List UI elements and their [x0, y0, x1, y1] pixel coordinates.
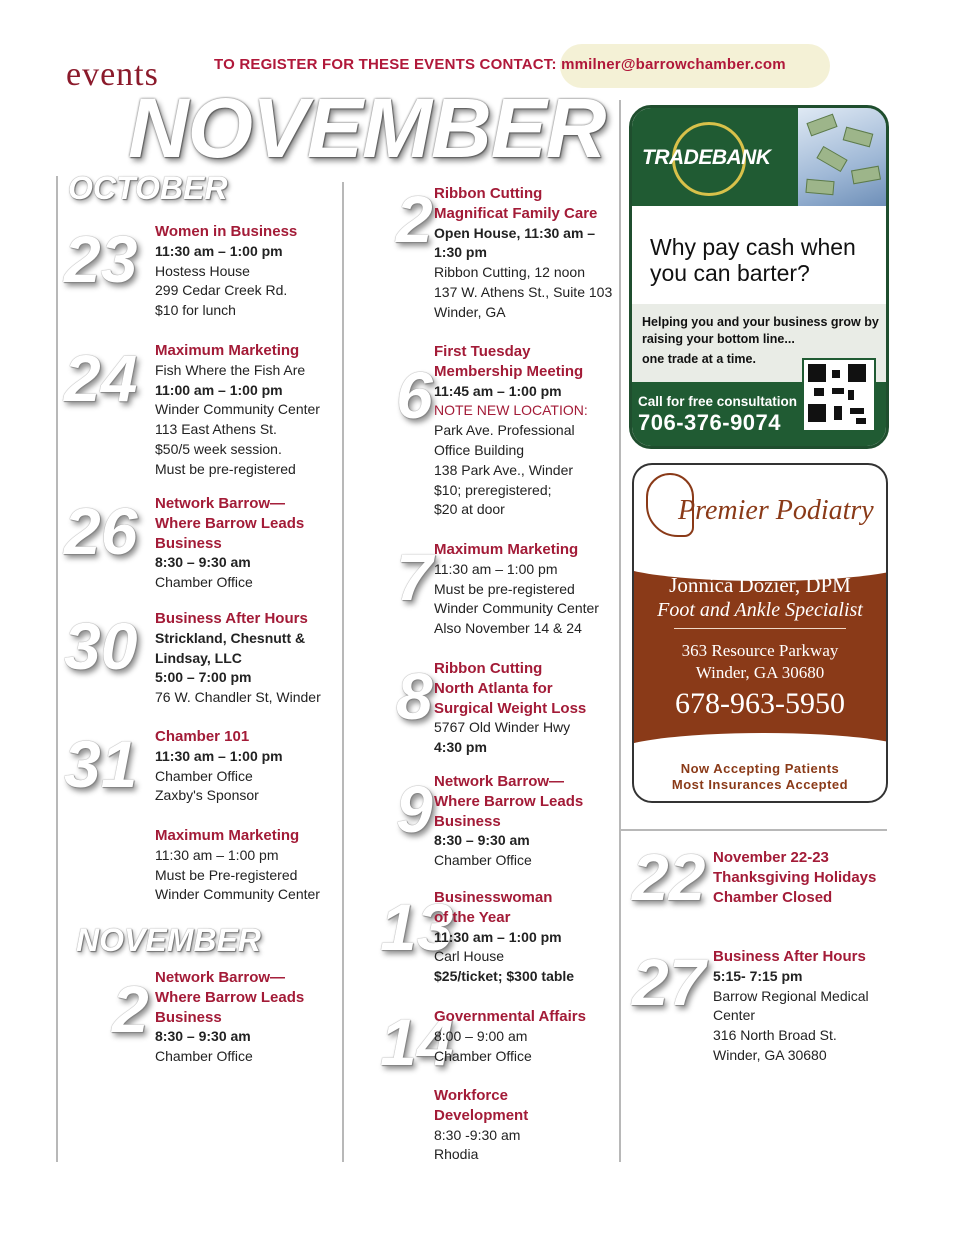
event-title: Ribbon Cutting Magnificat Family Care: [434, 185, 598, 222]
divider: [674, 628, 846, 629]
event-day-number: 26: [64, 494, 138, 568]
event-detail: Open House, 11:30 am –: [434, 224, 596, 241]
event-detail: Chamber Office: [155, 767, 253, 784]
event-item: [434, 772, 619, 871]
column-divider: [56, 176, 58, 1162]
event-day-number: 30: [64, 609, 138, 683]
ad-accepting: Now Accepting Patients: [680, 761, 840, 776]
event-item: [434, 659, 619, 758]
column-divider: [342, 182, 344, 1162]
event-detail: 11:30 am – 1:00 pm: [155, 846, 279, 863]
event-day-number: 7: [396, 540, 433, 614]
event-detail: Strickland, Chesnutt &: [155, 629, 306, 646]
ad-doctor-name: Jonnica Dozier, DPM: [669, 573, 851, 597]
event-day-number: 9: [396, 772, 433, 846]
event-detail: 316 North Broad St.: [713, 1027, 837, 1044]
event-detail: $50/5 week session.: [155, 440, 282, 457]
event-detail: 8:30 – 9:30 am: [434, 832, 530, 849]
event-detail: 8:30 – 9:30 am: [155, 554, 251, 571]
event-detail: 5:00 – 7:00 pm: [155, 669, 252, 686]
event-detail: 8:00 – 9:00 am: [434, 1027, 528, 1044]
event-item: [713, 848, 893, 907]
event-item: [434, 888, 619, 987]
event-title: Maximum Marketing: [155, 827, 300, 844]
event-detail: Must be pre-registered: [155, 460, 296, 477]
event-item: [155, 727, 340, 806]
event-day-number: 24: [64, 341, 138, 415]
event-detail: Fish Where the Fish Are: [155, 361, 306, 378]
event-detail: Lindsay, LLC: [155, 649, 242, 666]
event-title: Network Barrow— Where Barrow Leads Business: [434, 773, 584, 830]
ad-specialty: Foot and Ankle Specialist: [657, 599, 863, 621]
event-title: Maximum Marketing: [155, 342, 300, 359]
event-detail: Chamber Office: [434, 1047, 532, 1064]
event-detail: Winder, GA: [434, 303, 506, 320]
event-item: [434, 184, 619, 323]
event-item: [155, 968, 340, 1067]
section-divider: [619, 829, 887, 831]
ad-address-line1: 363 Resource Parkway: [681, 641, 839, 660]
event-day-number: 23: [64, 222, 138, 296]
event-title: Businesswoman of the Year: [434, 889, 553, 926]
event-detail: Hostess House: [155, 262, 250, 279]
event-detail: 11:30 am – 1:00 pm: [155, 747, 283, 764]
ad-brand: TRADEBANK: [642, 146, 771, 169]
event-item: [434, 342, 619, 520]
event-detail: 137 W. Athens St., Suite 103: [434, 283, 613, 300]
event-detail: Chamber Office: [155, 1048, 253, 1065]
event-title: Network Barrow— Where Barrow Leads Business: [155, 495, 305, 552]
event-detail: 5767 Old Winder Hwy: [434, 719, 571, 736]
event-detail: 11:30 am – 1:00 pm: [155, 242, 283, 259]
event-detail: Center: [713, 1007, 756, 1024]
event-detail: Winder, GA 30680: [713, 1046, 827, 1063]
event-detail: Park Ave. Professional: [434, 422, 575, 439]
event-day-number: 2: [112, 972, 149, 1046]
event-detail: Must be pre-registered: [434, 580, 575, 597]
register-contact: TO REGISTER FOR THESE EVENTS CONTACT: mmilner@barrowchamber.com: [214, 56, 786, 73]
ad-brand: Premier Podiatry: [678, 495, 874, 526]
event-detail: 299 Cedar Creek Rd.: [155, 282, 288, 299]
event-detail: $20 at door: [434, 501, 505, 518]
ad-address-line2: Winder, GA 30680: [695, 663, 825, 682]
event-title: First Tuesday Membership Meeting: [434, 343, 584, 380]
ad-phone[interactable]: 706-376-9074: [638, 410, 782, 435]
event-detail: Barrow Regional Medical: [713, 987, 869, 1004]
event-title: Maximum Marketing: [434, 541, 579, 558]
event-day-number: 31: [64, 727, 138, 801]
qr-code-icon[interactable]: [802, 358, 876, 432]
event-detail: Zaxby's Sponsor: [155, 787, 259, 804]
event-detail: 11:30 am – 1:00 pm: [434, 560, 558, 577]
event-detail: Carl House: [434, 948, 505, 965]
ad-tagline-2: one trade at a time.: [642, 352, 756, 366]
event-detail: 11:00 am – 1:00 pm: [155, 381, 283, 398]
month-label-october: OCTOBER: [68, 170, 228, 206]
section-label: events: [66, 56, 159, 93]
event-day-number: 2: [396, 182, 433, 256]
event-item: [155, 222, 340, 321]
event-day-number: 13: [380, 890, 454, 964]
event-detail: Winder Community Center: [155, 401, 320, 418]
event-item: [713, 947, 893, 1066]
event-title: Ribbon Cutting North Atlanta for Surgical Weight Loss: [434, 660, 587, 717]
event-day-number: 27: [632, 945, 706, 1019]
tradebank-ad[interactable]: [629, 105, 889, 449]
ad-phone[interactable]: 678-963-5950: [675, 687, 845, 720]
event-detail: 76 W. Chandler St, Winder: [155, 689, 321, 706]
event-detail: Office Building: [434, 441, 525, 458]
event-item: [155, 494, 340, 593]
event-detail: 8:30 -9:30 am: [434, 1126, 521, 1143]
event-day-number: 14: [380, 1005, 454, 1079]
event-detail: Ribbon Cutting, 12 noon: [434, 264, 585, 281]
event-item: [434, 540, 619, 639]
month-label-november: NOVEMBER: [76, 922, 261, 958]
event-day-number: 22: [632, 840, 706, 914]
event-detail: NOTE NEW LOCATION:: [434, 402, 588, 419]
ad-headline: Why pay cash when you can barter?: [650, 234, 856, 286]
event-detail: Chamber Office: [434, 852, 532, 869]
column-divider: [619, 100, 621, 1162]
event-item: [155, 341, 340, 480]
event-item: [434, 1007, 619, 1066]
event-detail: 11:30 am – 1:00 pm: [434, 928, 562, 945]
event-title: Workforce Development: [434, 1087, 529, 1124]
event-detail: $10; preregistered;: [434, 481, 552, 498]
event-title: Governmental Affairs: [434, 1008, 586, 1025]
event-day-number: 6: [396, 358, 433, 432]
event-detail: 113 East Athens St.: [155, 421, 277, 438]
event-item: [434, 1086, 619, 1165]
event-day-number: 8: [396, 659, 433, 733]
event-title: November 22-23 Thanksgiving Holidays Chamber Closed: [713, 849, 877, 906]
event-detail: 138 Park Ave., Winder: [434, 461, 574, 478]
event-item: [155, 609, 340, 708]
event-title: Chamber 101: [155, 728, 250, 745]
money-image: [798, 108, 886, 206]
event-title: Women in Business: [155, 223, 298, 240]
event-detail: Also November 14 & 24: [434, 620, 582, 637]
podiatry-ad[interactable]: [632, 463, 888, 803]
event-detail: Rhodia: [434, 1146, 479, 1163]
event-detail: 11:45 am – 1:00 pm: [434, 382, 562, 399]
event-detail: Must be Pre-registered: [155, 866, 298, 883]
event-detail: 5:15- 7:15 pm: [713, 967, 803, 984]
event-detail: 4:30 pm: [434, 739, 487, 756]
event-title: Network Barrow— Where Barrow Leads Business: [155, 969, 305, 1026]
page-title: NOVEMBER: [128, 81, 606, 175]
event-detail: Chamber Office: [155, 574, 253, 591]
event-detail: Winder Community Center: [434, 600, 599, 617]
event-detail: $10 for lunch: [155, 302, 236, 319]
event-title: Business After Hours: [155, 610, 308, 627]
ad-tagline: Helping you and your business grow by raising your bottom line...: [642, 315, 879, 346]
ad-insurance: Most Insurances Accepted: [671, 777, 849, 792]
event-detail: 1:30 pm: [434, 244, 487, 261]
event-title: Business After Hours: [713, 948, 866, 965]
ad-call-text: Call for free consultation: [638, 394, 798, 409]
event-item: [155, 826, 340, 905]
event-detail: $25/ticket; $300 table: [434, 968, 575, 985]
event-detail: 8:30 – 9:30 am: [155, 1028, 251, 1045]
event-detail: Winder Community Center: [155, 886, 320, 903]
